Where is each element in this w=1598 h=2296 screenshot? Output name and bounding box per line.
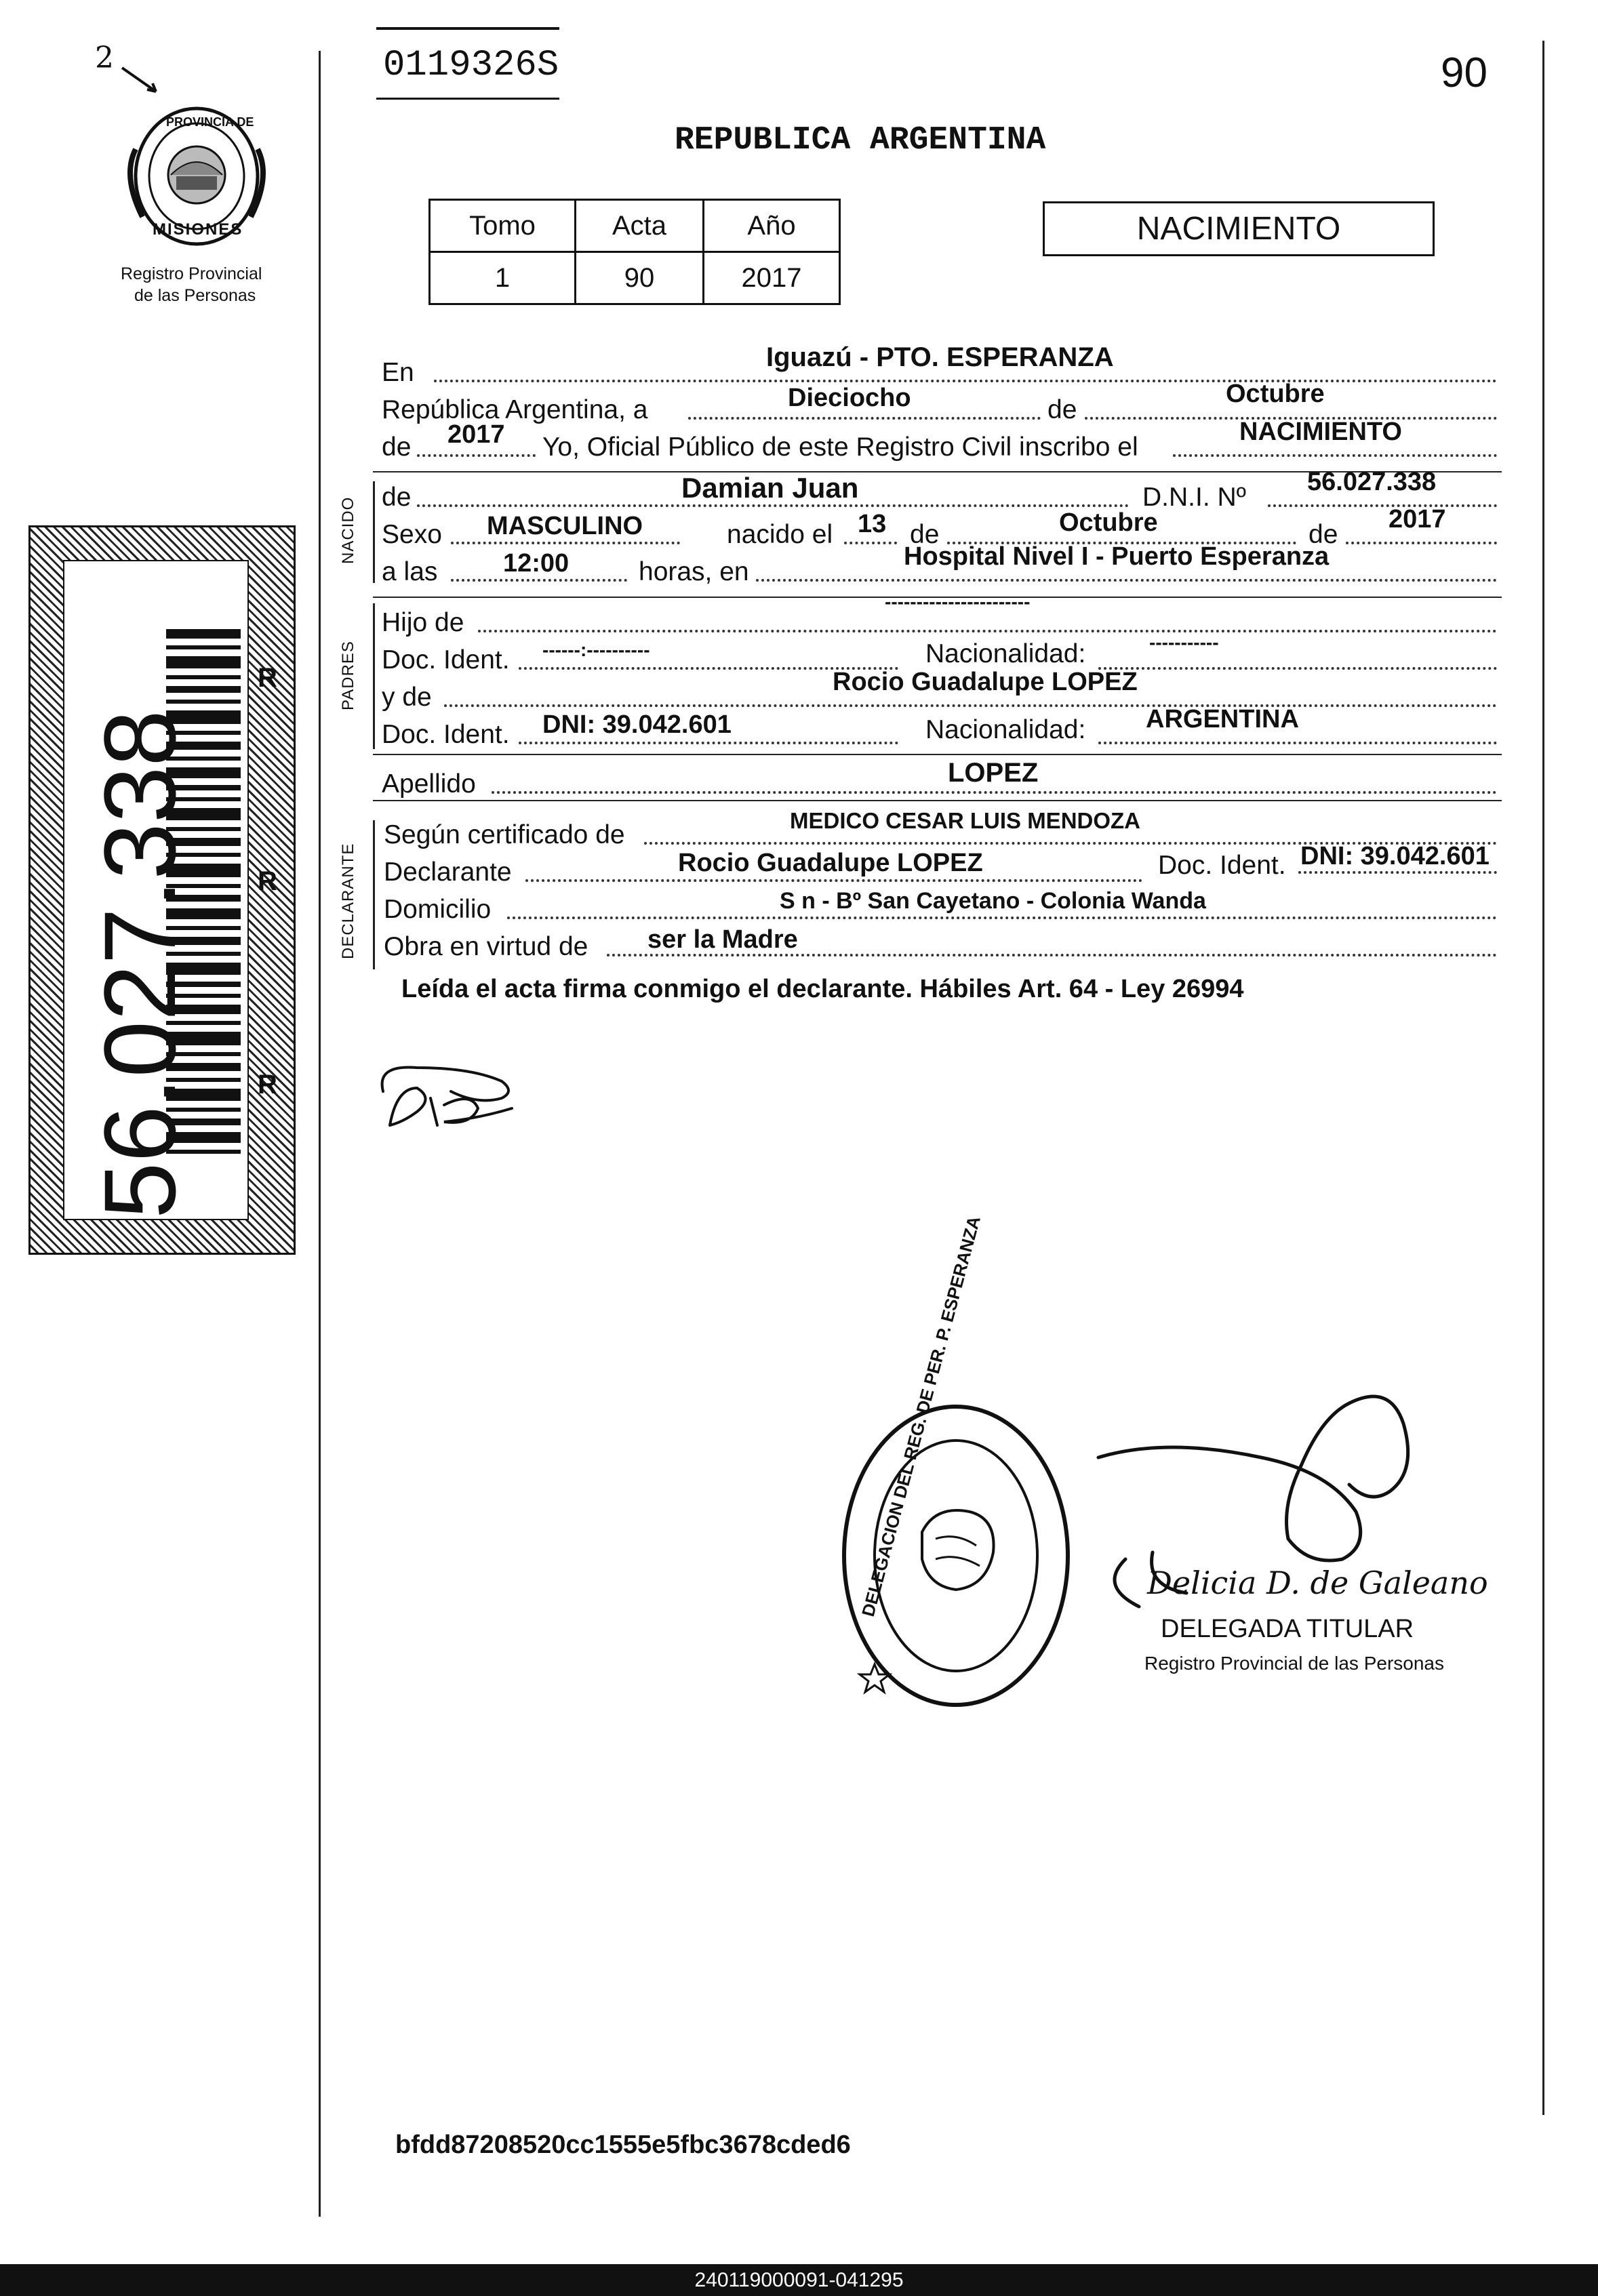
oficial-text: Yo, Oficial Público de este Registro Civil inscribo el xyxy=(542,432,1138,462)
registry-label-2: de las Personas xyxy=(134,286,256,305)
act-type-label: NACIMIENTO xyxy=(1136,211,1341,247)
padre-nac-label: Nacionalidad: xyxy=(925,639,1086,668)
hijo-label: Hijo de xyxy=(382,608,464,637)
nacido-section-label: NACIDO xyxy=(339,496,357,564)
official-seal-icon xyxy=(834,1396,1078,1715)
padre-name: ----------------------- xyxy=(885,591,1031,612)
record-table xyxy=(428,199,841,305)
declarante-name: Rocio Guadalupe LOPEZ xyxy=(678,849,983,877)
serial-number: 0119326S xyxy=(383,45,559,86)
day-value: Dieciocho xyxy=(788,384,911,412)
seal-bottom-text: MISIONES xyxy=(153,220,243,239)
apellido-label: Apellido xyxy=(382,769,476,799)
domicilio-value: S n - Bº San Cayetano - Colonia Wanda xyxy=(780,888,1206,914)
madre-nac-label: Nacionalidad: xyxy=(925,715,1086,744)
official-signature xyxy=(1085,1383,1478,1640)
side-stamp-letter: R xyxy=(258,866,277,896)
cert-label: Según certificado de xyxy=(384,820,625,849)
obra-value: ser la Madre xyxy=(647,925,798,954)
side-stamp xyxy=(28,525,296,1255)
dni-label: D.N.I. Nº xyxy=(1142,483,1246,512)
certificado-value: MEDICO CESAR LUIS MENDOZA xyxy=(790,808,1141,833)
corner-mark: 2 xyxy=(95,41,114,75)
hora-value: 12:00 xyxy=(503,549,570,578)
table-cell: 2017 xyxy=(704,252,840,304)
section-rule xyxy=(373,754,1502,755)
declarante-section-label: DECLARANTE xyxy=(339,843,357,959)
yde-label: y de xyxy=(382,683,432,712)
corner-arrow-icon xyxy=(119,61,166,102)
nacido-el-label: nacido el xyxy=(727,520,833,549)
table-cell: 90 xyxy=(576,252,704,304)
left-margin-rule xyxy=(319,51,321,2217)
registry-label-1: Registro Provincial xyxy=(121,264,262,283)
month-value: Octubre xyxy=(1226,380,1325,408)
year-value: 2017 xyxy=(447,420,505,449)
padre-doc-label: Doc. Ident. xyxy=(382,645,510,674)
madre-nac: ARGENTINA xyxy=(1146,705,1299,733)
domicilio-label: Domicilio xyxy=(384,895,492,924)
document-hash: bfdd87208520cc1555e5fbc3678cded6 xyxy=(395,2131,851,2159)
birth-day: 13 xyxy=(858,510,887,538)
padres-section-label: PADRES xyxy=(339,641,357,710)
birth-month: Octubre xyxy=(1059,508,1158,537)
de-label: de xyxy=(1047,395,1077,424)
right-margin-rule xyxy=(1542,41,1544,2115)
event-value: NACIMIENTO xyxy=(1239,418,1402,446)
de2-label: de xyxy=(382,432,412,462)
official-title: DELEGADA TITULAR xyxy=(1161,1615,1414,1643)
act-type-box xyxy=(1043,201,1435,256)
birth-year: 2017 xyxy=(1389,505,1446,533)
official-name: Delicia D. de Galeano xyxy=(1147,1565,1488,1601)
footer-code: 240119000091-041295 xyxy=(694,2269,904,2291)
madre-doc: DNI: 39.042.601 xyxy=(542,710,732,739)
table-header: Tomo xyxy=(430,200,576,252)
serial-box xyxy=(376,27,559,100)
declarant-signature xyxy=(369,1051,525,1146)
side-stamp-letter: R xyxy=(258,1070,277,1100)
section-rule xyxy=(373,800,1502,801)
padre-nac: ----------- xyxy=(1149,632,1219,653)
side-stamp-letter: R xyxy=(258,663,277,693)
child-name: Damian Juan xyxy=(681,472,859,504)
seal-top-text: PROVINCIA DE xyxy=(166,115,254,129)
page-number: 90 xyxy=(1441,49,1487,96)
nacido-de-label: de xyxy=(382,483,412,512)
country-title: REPUBLICA ARGENTINA xyxy=(675,122,1046,159)
en-label: En xyxy=(382,358,414,387)
sexo-label: Sexo xyxy=(382,520,442,549)
republica-label: República Argentina, a xyxy=(382,395,648,424)
madre-doc-label: Doc. Ident. xyxy=(382,720,510,749)
birth-de2-label: de xyxy=(1309,520,1338,549)
declarante-doc: DNI: 39.042.601 xyxy=(1300,842,1490,870)
table-header: Acta xyxy=(576,200,704,252)
madre-name: Rocio Guadalupe LOPEZ xyxy=(833,668,1138,696)
horas-label: horas, en xyxy=(639,557,749,586)
padre-doc: ------:---------- xyxy=(542,639,650,660)
birth-de-label: de xyxy=(910,520,940,549)
table-header: Año xyxy=(704,200,840,252)
official-registry: Registro Provincial de las Personas xyxy=(1144,1653,1444,1674)
side-stamp-number: 56.027.338 xyxy=(83,710,197,1219)
hora-label: a las xyxy=(382,557,438,586)
nacido-bracket xyxy=(373,481,375,583)
footer-bar xyxy=(0,2264,1598,2296)
sexo-value: MASCULINO xyxy=(487,512,643,540)
obra-label: Obra en virtud de xyxy=(384,932,588,961)
declarante-doc-label: Doc. Ident. xyxy=(1158,851,1286,880)
padres-bracket xyxy=(373,603,375,749)
seal-text: DELEGACION DEL REG. DE PER. P. ESPERANZA xyxy=(858,1213,984,1619)
declarante-bracket xyxy=(373,820,375,969)
apellido-value: LOPEZ xyxy=(948,758,1039,788)
declarante-label: Declarante xyxy=(384,858,512,887)
birth-place: Hospital Nivel I - Puerto Esperanza xyxy=(904,542,1330,571)
place-value: Iguazú - PTO. ESPERANZA xyxy=(766,342,1114,372)
table-cell: 1 xyxy=(430,252,576,304)
closing-text: Leída el acta firma conmigo el declarante. Hábiles Art. 64 - Ley 26994 xyxy=(401,975,1244,1003)
child-dni: 56.027.338 xyxy=(1307,468,1437,496)
